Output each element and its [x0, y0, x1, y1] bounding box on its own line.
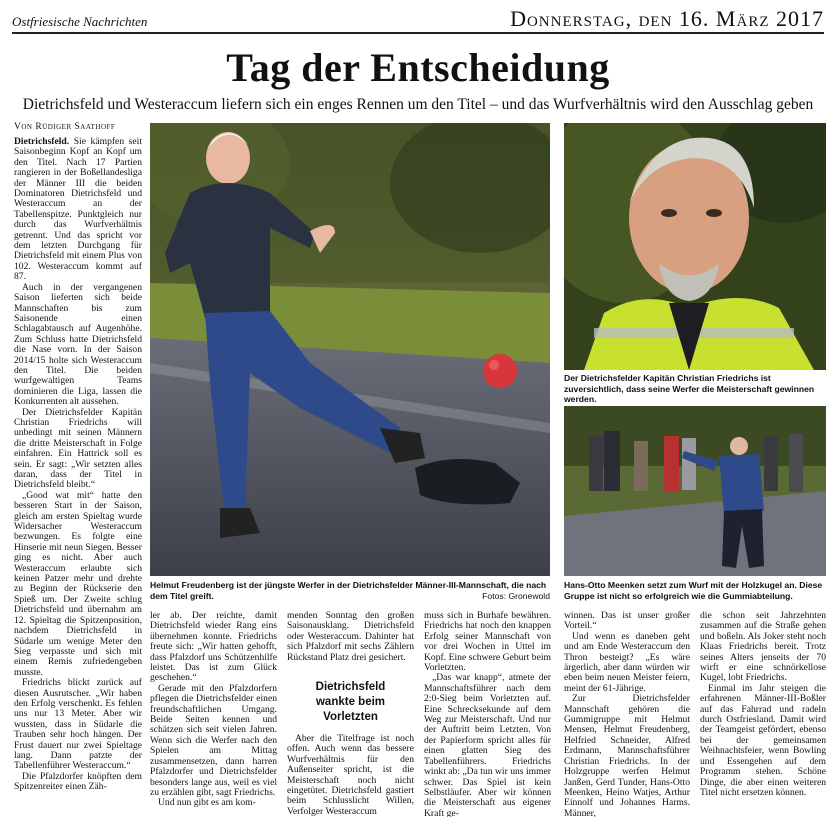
main-photo — [150, 123, 550, 576]
portrait-photo — [564, 123, 826, 370]
photo-credit: Fotos: Gronewold — [482, 591, 550, 601]
masthead — [12, 8, 824, 34]
article-column-3-bottom: Aber die Titelfrage ist noch offen. Auch wenn das bessere Wurfverhältnis für den Außenseiter spricht, ist die Meisterschaft noch nicht eingetütet. Dietrichsfeld gastiert beim Schlusslicht Willen, Verfolger Westeraccum — [287, 734, 414, 817]
subheading: Dietrichsfeld wankte beim Vorletzten — [315, 681, 386, 723]
article-column-4: muss sich in Burhafe bewähren. Friedrichs hat noch den knappen Erfolg seiner Mannschaft von vor drei Wochen in Uttel im Kopf. Eine schwere Geburt beim Vorletzten. „Das war knapp“, atmete der Mannschaftsführer nach dem 2:0-Sieg beim Vorletzten auf. Eine Schrecksekunde auf dem Weg zur Meisterschaft. Und nur der Auftritt beim Letzten. Von der Papierform spricht alles für einen glatten Sieg des Tabellenführers. Friedrichs winkt ab: „Da tun wir uns immer schwer. Das Spiel ist kein Selbstläufer. Aber wir können die Meisterschaft aus eigener Kraft ge- — [424, 611, 551, 817]
article-headline: Tag der Entscheidung — [226, 45, 610, 90]
article-column-3-top: menden Sonntag den großen Saisonausklang. Dietrichsfeld oder Westeraccum. Dahinter hat sich Pfalzdorf mit sechs Zählern Rückstand Platz drei gesichert. — [287, 611, 414, 663]
byline: Von Rüdiger Saathoff — [14, 122, 116, 132]
issue-date: Donnerstag, den 16. März 2017 — [510, 6, 824, 31]
portrait-photo-caption: Der Dietrichsfelder Kapitän Christian Friedrichs ist zuversichtlich, dass seine Werfer die Meisterschaft gewinnen werden. — [564, 373, 815, 404]
article-column-2: ler ab. Der reichte, damit Dietrichsfeld wieder Rang eins übernehmen konnte. Friedrichs freute sich: „Wir hatten gehofft, dass Pfalzdorf uns Schützenhilfe leistet. Das ist zum Glück geschehen.“ Gerade mit den Pfalzdorfern pflegen die Dietrichsfelder einen freundschaftlichen Umgang. Beide Seiten kennen und schätzen sich seit vielen Jahren. Wenn sich die Werfer nach den Spielen am Mittag zusammensetzen, dann harren Pfalzdorfer und Dietrichsfelder besonders lange aus, weil es viel zu erzählen gibt, sagt Friedrichs. Und nun gibt es am kom- — [150, 611, 277, 809]
team-photo — [564, 406, 826, 576]
article-column-1: Dietrichsfeld. Sie kämpfen seit Saisonbeginn Kopf an Kopf um den Titel. Nach 17 Partien rangieren in der Boßellandesliga der Männer III die beiden Dominatoren Dietrichsfeld und Westeraccum an der Tabellenspitze. Punktgleich nur durch das Wurfverhältnis getrennt. Und das spricht vor dem letzten Durchgang für Dietrichsfeld mit einem Plus von 102. Westeraccum kommt auf 87. Auch in der vergangenen Saison lieferten sich beide Mannschaften bis zum Saisonende einen Schlagabtausch auf Augenhöhe. Zum Schluss hatte Dietrichsfeld die Nase vorn. In der Saison 2014/15 holte sich Westeraccum den Titel. Die beiden wurfgewaltigen Teams dominieren die Liga, lassen die Konkurrenten alt aussehen. Der Dietrichsfelder Kapitän Christian Friedrichs will unbedingt mit seinen Männern die dritte Meisterschaft in Folge einfahren. Ein Hattrick soll es sein. Er sagt: „Wir setzten alles daran, dass der Titel in Dietrichsfeld bleibt.“ „Good wat mit“ hatte den besseren Start in der Saison, gleich am ersten Spieltag wurde Widersacher Westeraccum bezwungen. Es folgte eine Hinserie mit neun Siegen. Besser ging es nicht. Aber auch Westeraccum erlaubte sich keinen Patzer mehr und drehte zu Beginn der Rückserie den Spieß um. Der Zweite schlug Dietrichsfeld und übernahm am 12. Spieltag die Spitzenposition, nachdem Dietrichsfeld in Südarle um wenige Meter den Sieg verpasste und sich mit einem Remis zufriedengeben musste. Friedrichs blickt zurück auf diesen Ausrutscher. „Wir haben den Erfolg verschenkt. Es fehlen uns nur 13 Meter. Aber wir wussten, dass in Südarle die Trauben sehr hoch hängen. Der Frust dauert nur zwei Spieltage lang. Dann patzte der Tabellenführer Westeraccum.“ Die Pfalzdorfer knöpften dem Spitzenreiter einen Zäh- — [14, 137, 142, 793]
main-photo-caption: Helmut Freudenberg ist der jüngste Werfer in der Dietrichsfelder Männer-III-Mannschaft, die nach dem Titel greift. — [150, 580, 547, 601]
newspaper-name: Ostfriesische Nachrichten — [12, 14, 148, 29]
article-subhead: Dietrichsfeld und Westeraccum liefern sich ein enges Rennen um den Titel – und das Wurfverhältnis wird den Ausschlag geben — [22, 96, 814, 113]
article-column-6: die schon seit Jahrzehnten zusammen auf die Straße gehen und boßeln. Als Joker steht noch Klaas Friedrichs bereit. Trotz seines Alters jenseits der 70 wirft er eine schnörkellose Kugel, lobt Friedrichs. Einmal im Jahr steigen die erfahrenen Männer-III-Boßler auf das Fahrrad und radeln durch Ostfriesland. Damit wird der Teamgeist gefördert, ebenso bei der gemeinsamen Weihnachtsfeier, wenn Bowling und Essengehen auf dem Programm stehen. Schöne Dinge, die aber einen weiteren Titel nicht ersetzen können. — [700, 611, 826, 798]
team-photo-caption: Hans-Otto Meenken setzt zum Wurf mit der Holzkugel an. Diese Gruppe ist nicht so erfolgreich wie die Gummiabteilung. — [564, 580, 823, 601]
article-column-5: winnen. Das ist unser großer Vorteil.“ Und wenn es daneben geht und am Ende Westeraccum den Thron besteigt? „Es wäre ärgerlich, aber dann würden wir eben beim neuen Meister feiern, meint der 61-Jährige. Zur Dietrichsfelder Mannschaft gehören die Gummigruppe mit Helmut Mensen, Helmut Freudenberg, Helfried Schneider, Alfred Erdmann, Mannschaftsführer Christian Friedrichs. In der Holzgruppe werfen Helmut Janßen, Gerd Tunder, Hans-Otto Meenken, Heino Watjes, Arthur Einnolf und Johannes Harms. Männer, — [564, 611, 690, 817]
dateline: Dietrichsfeld. — [14, 137, 70, 147]
